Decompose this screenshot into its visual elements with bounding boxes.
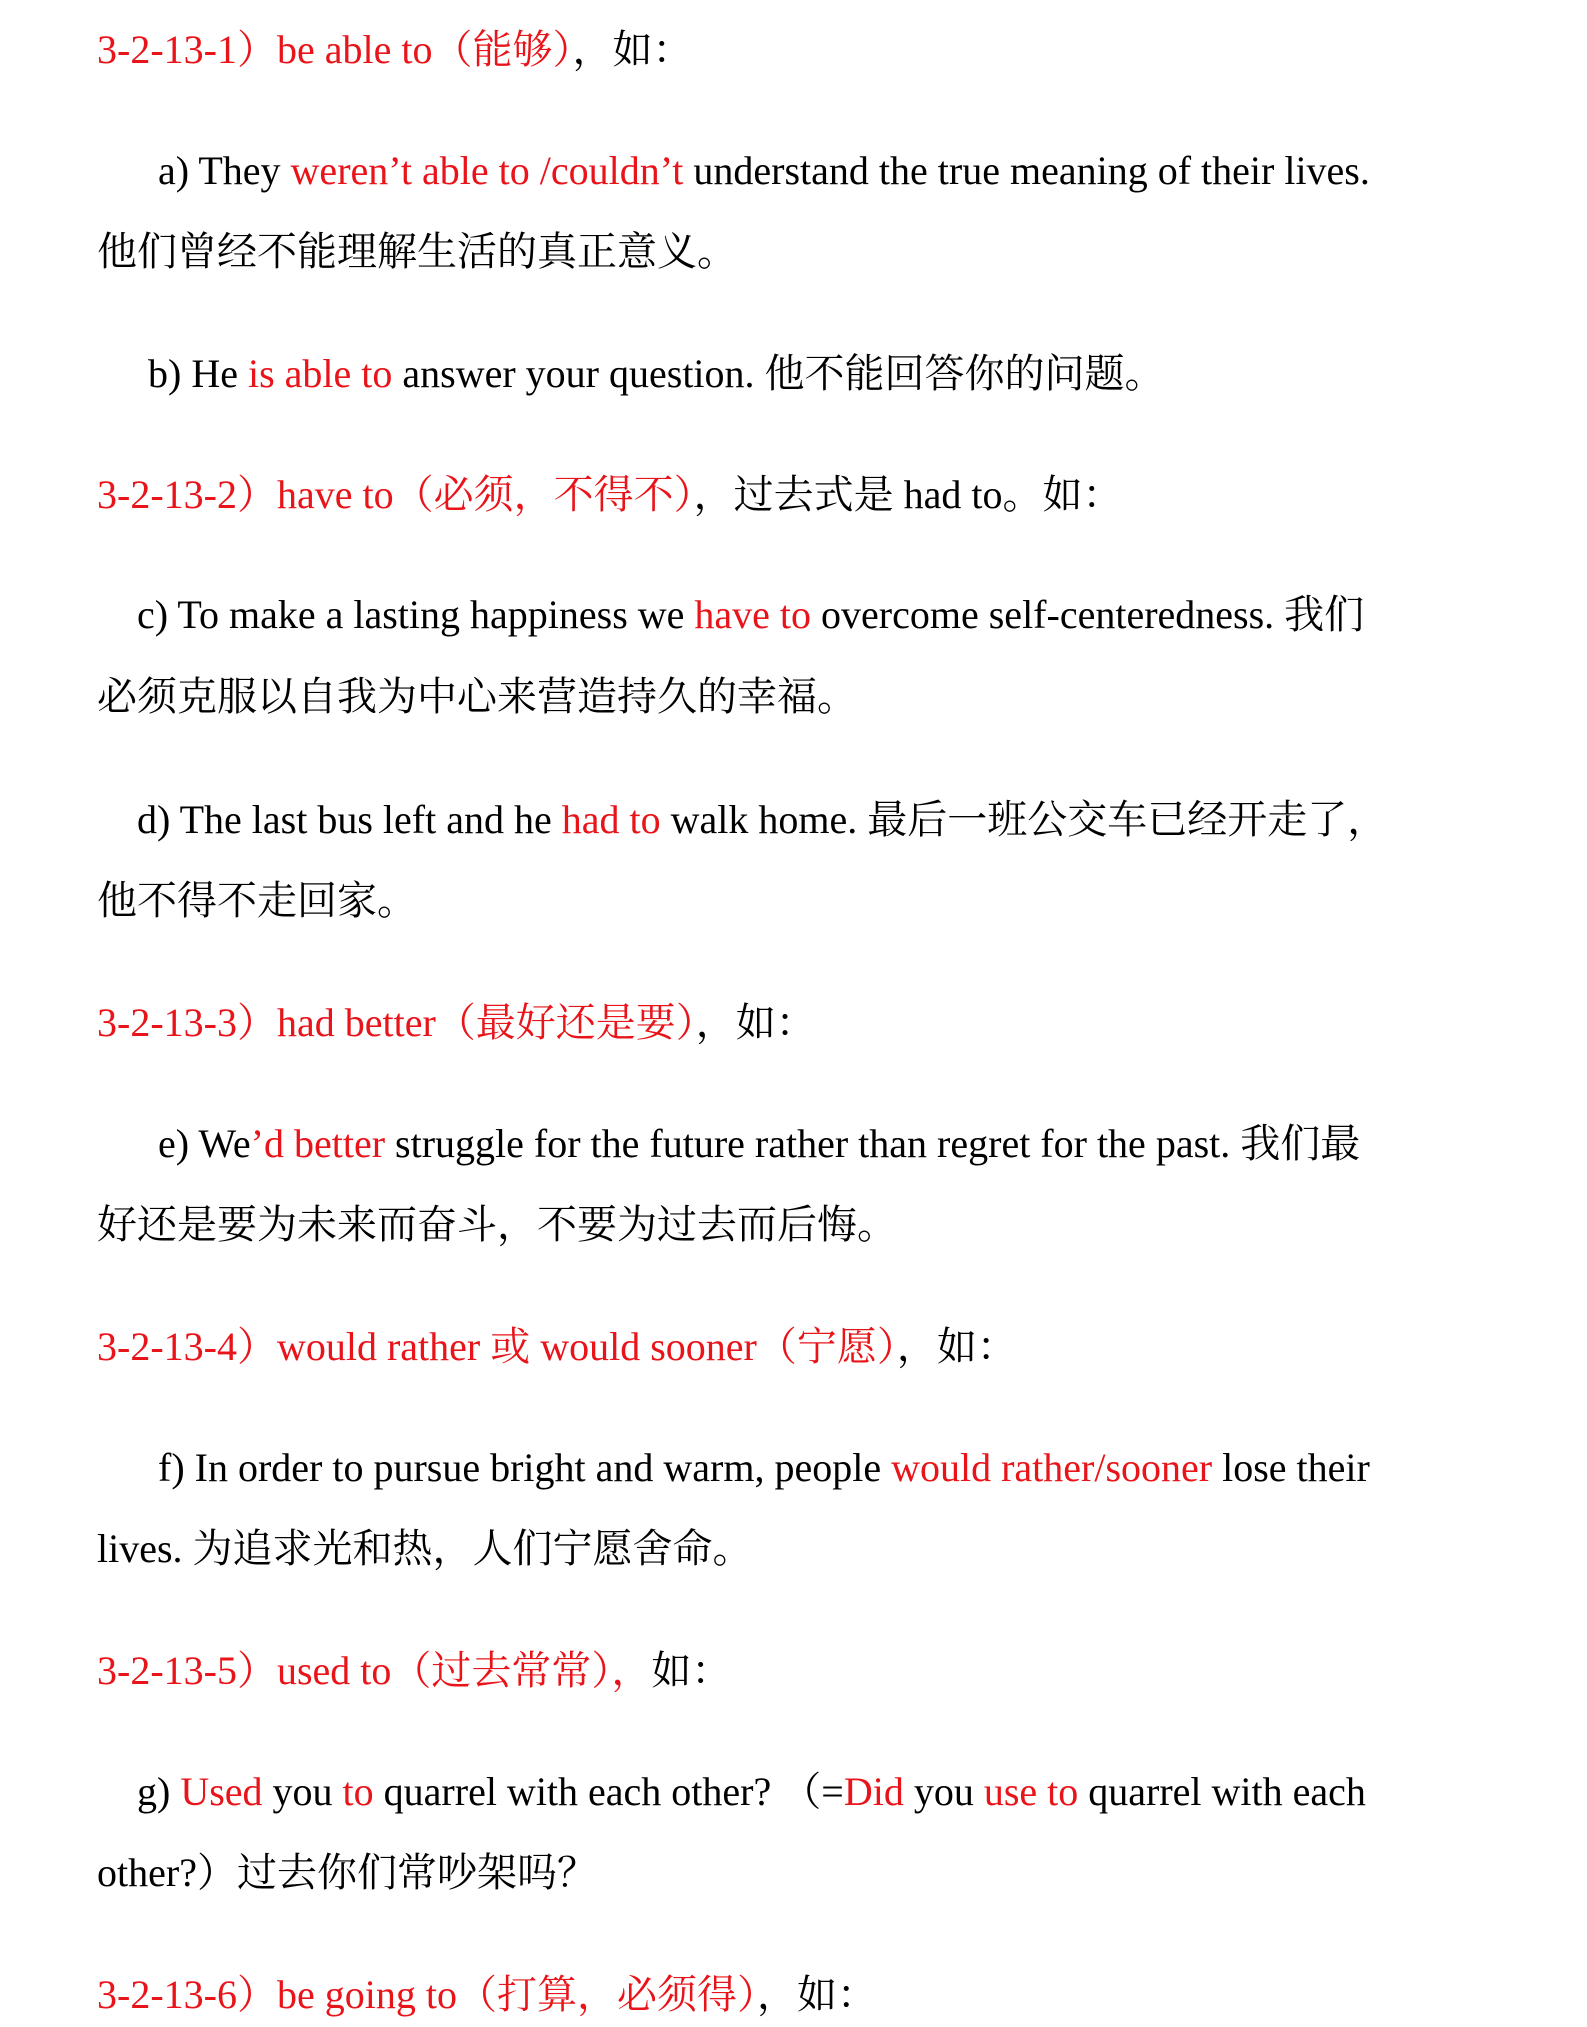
example-highlight: Used <box>180 1769 263 1814</box>
heading-phrase: be able to（能够） <box>276 27 573 72</box>
heading-code: 3-2-13-4） <box>97 1324 277 1369</box>
heading-tail: 如： <box>651 1648 732 1693</box>
example-text: struggle for the future rather than regret for the past. 我们最 <box>385 1121 1361 1166</box>
example-highlight: weren’t able to /couldn’t <box>290 148 684 193</box>
heading-tail: ，如： <box>572 27 693 72</box>
example-text: you <box>262 1769 343 1814</box>
heading-code: 3-2-13-1） <box>97 27 277 72</box>
example-text: c) To make a lasting happiness we <box>137 592 695 637</box>
example-f-line2 <box>97 1524 753 1574</box>
example-highlight: use to <box>983 1769 1079 1814</box>
example-c-line2 <box>97 672 857 722</box>
example-f-line1 <box>158 1443 1370 1493</box>
example-text: lose their <box>1212 1445 1370 1490</box>
heading-tail: ，过去式是 had to。如： <box>693 472 1123 517</box>
example-highlight: have to <box>694 592 812 637</box>
example-text: quarrel with each <box>1078 1769 1366 1814</box>
heading-tail: ，如： <box>896 1324 1017 1369</box>
example-text: understand the true meaning of their lives. <box>683 148 1370 193</box>
section-heading-4 <box>97 1322 1017 1372</box>
heading-code: 3-2-13-2） <box>97 472 277 517</box>
heading-phrase: be going to（打算，必须得） <box>276 1972 757 2017</box>
section-heading-2 <box>97 470 1122 520</box>
example-text: e) We <box>158 1121 251 1166</box>
example-text: quarrel with each other? （= <box>373 1769 844 1814</box>
example-translation: 好还是要为未来而奋斗，不要为过去而后悔。 <box>97 1202 897 1247</box>
section-heading-6 <box>97 1970 877 2020</box>
example-translation: 他不得不走回家。 <box>97 878 417 923</box>
heading-phrase: used to（过去常常）， <box>276 1648 652 1693</box>
example-highlight: would rather/sooner <box>891 1445 1213 1490</box>
example-highlight: ’d better <box>250 1121 386 1166</box>
example-translation: 他们曾经不能理解生活的真正意义。 <box>97 229 737 274</box>
example-b-line1 <box>148 349 1165 399</box>
example-e-line1 <box>158 1119 1360 1169</box>
example-translation: lives. 为追求光和热，人们宁愿舍命。 <box>97 1526 753 1571</box>
section-heading-1 <box>97 25 692 75</box>
heading-code: 3-2-13-5） <box>97 1648 277 1693</box>
example-text: a) They <box>158 148 291 193</box>
heading-code: 3-2-13-6） <box>97 1972 277 2017</box>
heading-phrase: had better（最好还是要） <box>276 1000 696 1045</box>
example-c-line1 <box>137 590 1364 640</box>
example-g-line2 <box>97 1848 597 1898</box>
example-a-line2 <box>97 227 737 277</box>
example-text: overcome self-centeredness. 我们 <box>811 592 1365 637</box>
heading-phrase: would rather 或 would sooner（宁愿） <box>276 1324 897 1369</box>
example-text: g) <box>137 1769 181 1814</box>
example-g-line1 <box>137 1767 1366 1817</box>
example-text: answer your question. 他不能回答你的问题。 <box>392 351 1165 396</box>
section-heading-5 <box>97 1646 731 1696</box>
heading-phrase: have to（必须，不得不） <box>276 472 694 517</box>
example-text: b) He <box>148 351 248 396</box>
heading-tail: ，如： <box>695 1000 816 1045</box>
heading-tail: ，如： <box>756 1972 877 2017</box>
example-highlight: is able to <box>247 351 393 396</box>
section-heading-3 <box>97 998 816 1048</box>
example-e-line2 <box>97 1200 897 1250</box>
heading-code: 3-2-13-3） <box>97 1000 277 1045</box>
example-text: f) In order to pursue bright and warm, people <box>158 1445 892 1490</box>
example-d-line2 <box>97 876 417 926</box>
example-highlight: had to <box>561 797 661 842</box>
example-text: walk home. 最后一班公交车已经开走了， <box>660 797 1388 842</box>
example-d-line1 <box>137 795 1387 845</box>
example-translation: 必须克服以自我为中心来营造持久的幸福。 <box>97 674 857 719</box>
example-highlight: Did <box>843 1769 904 1814</box>
example-a-line1 <box>158 146 1370 196</box>
example-highlight: to <box>342 1769 374 1814</box>
example-translation: other?）过去你们常吵架吗？ <box>97 1850 597 1895</box>
example-text: d) The last bus left and he <box>137 797 562 842</box>
example-text: you <box>903 1769 984 1814</box>
